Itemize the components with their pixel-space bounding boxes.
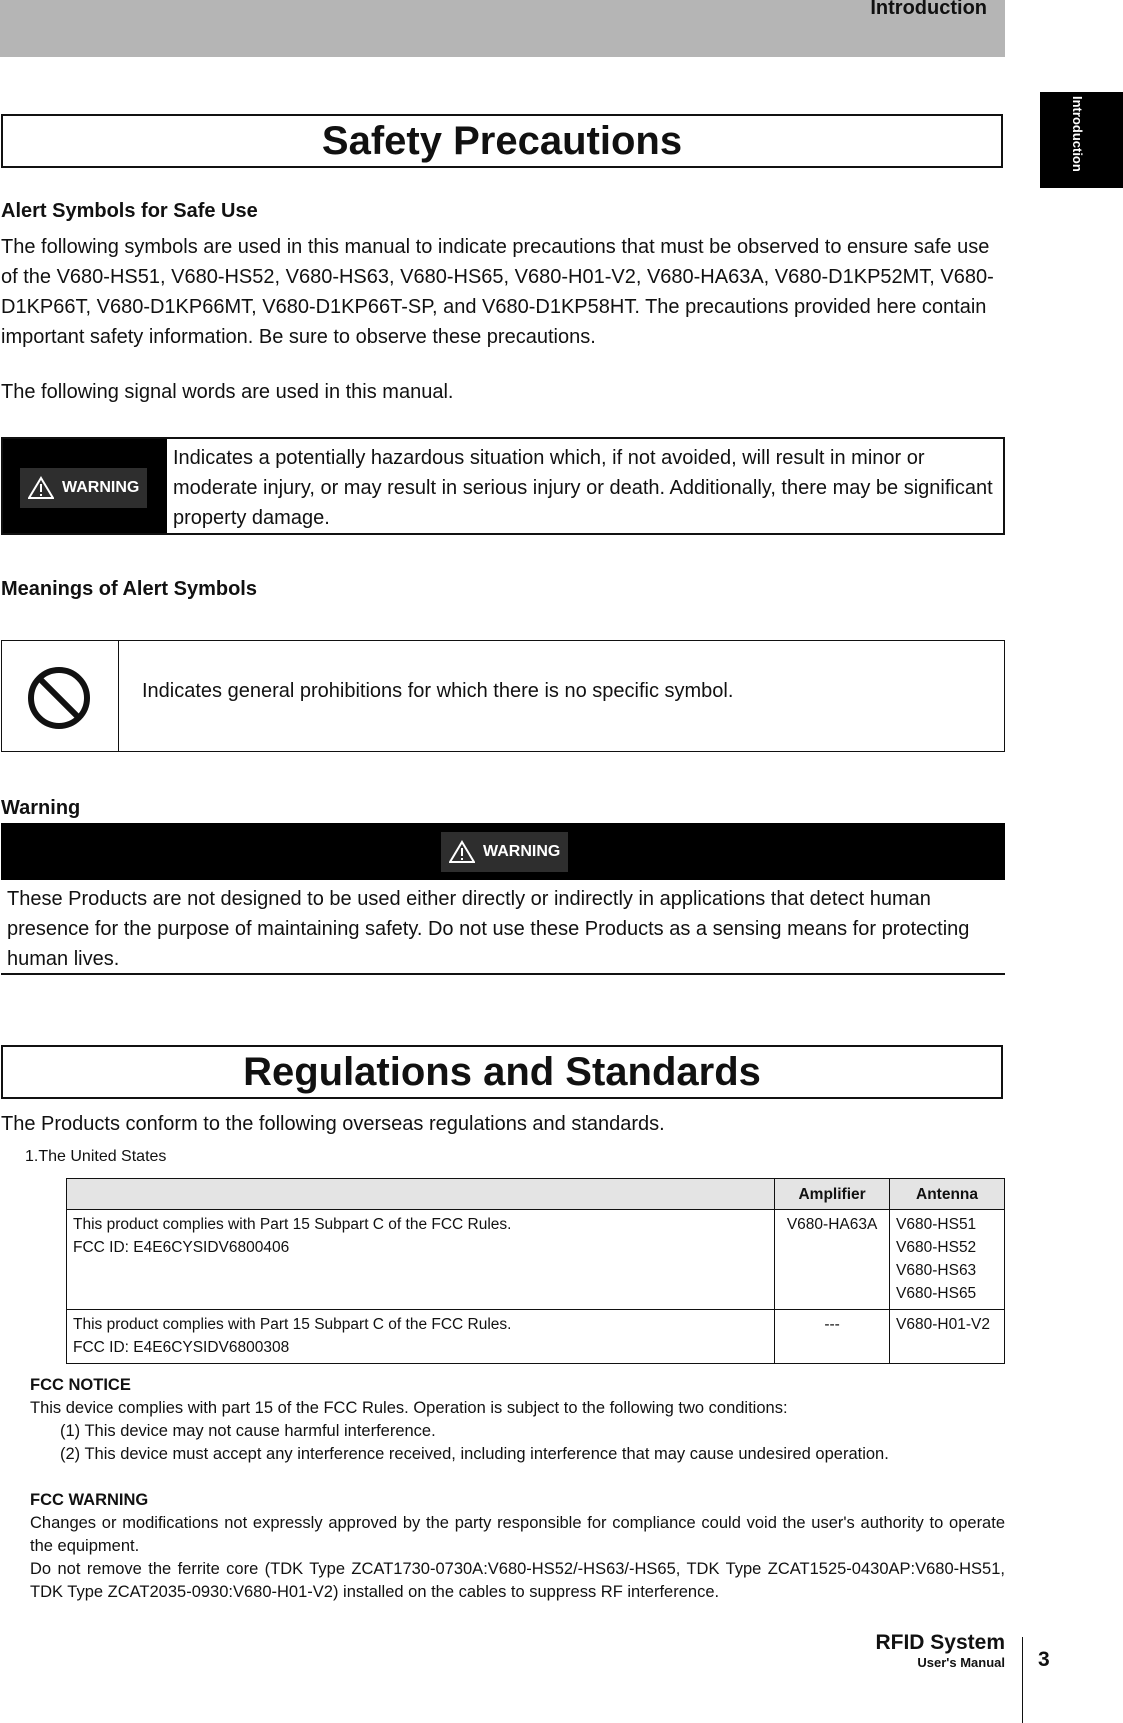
table-row xyxy=(67,1210,1005,1310)
fcc-warning-text-2: Do not remove the ferrite core (TDK Type ZCAT1730-0730A:V680-HS52/-HS63/-HS65, TDK Type ZCAT1525-0430AP:V680-HS51, TDK Type ZCAT2035-0930:V680-H01-V2) installed on the cables to suppress RF interference. xyxy=(30,1560,1005,1601)
side-tab-label: Introduction xyxy=(1070,96,1085,172)
signal-words-line: The following signal words are used in this manual. xyxy=(1,381,454,403)
fcc-compliance-line: This product complies with Part 15 Subpart C of the FCC Rules. xyxy=(73,1216,512,1233)
warning-badge-label: WARNING xyxy=(62,479,140,496)
table-header-blank xyxy=(67,1179,775,1210)
header-bar xyxy=(0,0,1005,57)
side-tab[interactable] xyxy=(1040,92,1123,188)
warning-definition-box xyxy=(1,437,1005,535)
regulations-title: Regulations and Standards xyxy=(1,1045,1003,1099)
warning-heading: Warning xyxy=(1,797,81,819)
prohibition-icon xyxy=(26,665,92,731)
warning-bar xyxy=(1,823,1005,880)
intro-paragraph: The following symbols are used in this manual to indicate precautions that must be observed to ensure safe use of the V680-HS51, V680-HS52, V680-HS63, V680-HS65, V680-H01-V2, V680-HA63A, V680-D1KP52MT, V680-D1KP66T, V680-D1KP66MT, V680-D1KP66T-SP, and V680-D1KP58HT. The precautions provided here contain important safety information. Be sure to observe these precautions. xyxy=(1,236,994,348)
antenna-model: V680-HS51 xyxy=(896,1216,977,1233)
prohibition-text: Indicates general prohibitions for which there is no specific symbol. xyxy=(142,680,734,702)
table-cell-antenna xyxy=(890,1210,1005,1310)
warning-text: These Products are not designed to be used either directly or indirectly in applications that detect human presence for the purpose of maintaining safety. Do not use these Products as a sensing means for protecting human lives. xyxy=(7,888,970,970)
table-header-row xyxy=(67,1179,1005,1210)
fcc-compliance-line: This product complies with Part 15 Subpart C of the FCC Rules. xyxy=(73,1316,512,1333)
warning-symbol-panel xyxy=(3,439,167,533)
page-number: 3 xyxy=(1038,1648,1050,1671)
alert-heading: Alert Symbols for Safe Use xyxy=(1,200,258,222)
warning-bar-label: WARNING xyxy=(483,843,561,860)
antenna-model: V680-HS65 xyxy=(896,1285,977,1302)
footer-subtitle: User's Manual xyxy=(917,1655,1005,1670)
footer-divider xyxy=(1022,1637,1023,1723)
table-row xyxy=(67,1310,1005,1364)
prohibition-divider xyxy=(118,641,119,751)
table-cell-antenna xyxy=(890,1310,1005,1364)
prohibition-box xyxy=(1,640,1005,752)
table-header-amplifier: Amplifier xyxy=(775,1179,890,1210)
table-cell-amplifier: --- xyxy=(775,1310,890,1364)
header-title: Introduction xyxy=(870,0,987,19)
table-cell-description xyxy=(67,1210,775,1310)
fcc-id-line: FCC ID: E4E6CYSIDV6800308 xyxy=(73,1339,290,1356)
warning-bottom-rule xyxy=(1,973,1005,975)
fcc-warning xyxy=(30,1489,1005,1604)
warning-bar-badge xyxy=(441,832,568,872)
table-cell-amplifier: V680-HA63A xyxy=(775,1210,890,1310)
fcc-warning-title: FCC WARNING xyxy=(30,1491,149,1509)
antenna-model: V680-H01-V2 xyxy=(896,1316,990,1333)
us-heading: 1.The United States xyxy=(25,1148,167,1165)
table-cell-description xyxy=(67,1310,775,1364)
fcc-notice-item-1: (1) This device may not cause harmful interference. xyxy=(60,1422,436,1440)
safety-title: Safety Precautions xyxy=(1,114,1003,168)
regulations-table xyxy=(66,1178,1005,1364)
antenna-model: V680-HS63 xyxy=(896,1262,977,1279)
regulations-intro: The Products conform to the following overseas regulations and standards. xyxy=(1,1113,665,1135)
fcc-notice-title: FCC NOTICE xyxy=(30,1376,131,1394)
meanings-heading: Meanings of Alert Symbols xyxy=(1,578,257,600)
warning-definition-text: Indicates a potentially hazardous situation which, if not avoided, will result in minor or moderate injury, or may result in serious injury or death. Additionally, there may be significant property damage. xyxy=(173,447,993,529)
antenna-model: V680-HS52 xyxy=(896,1239,977,1256)
fcc-notice-text: This device complies with part 15 of the FCC Rules. Operation is subject to the following two conditions: xyxy=(30,1399,788,1417)
warning-triangle-icon xyxy=(28,476,54,500)
fcc-id-line: FCC ID: E4E6CYSIDV6800406 xyxy=(73,1239,290,1256)
fcc-notice-item-2: (2) This device must accept any interference received, including interference that may cause undesired operation. xyxy=(60,1445,889,1463)
fcc-warning-text-1: Changes or modifications not expressly approved by the party responsible for compliance could void the user's authority to operate the equipment. xyxy=(30,1514,1005,1555)
warning-triangle-icon xyxy=(449,840,475,864)
footer-title: RFID System xyxy=(875,1631,1005,1654)
fcc-notice xyxy=(30,1374,1005,1466)
table-header-antenna: Antenna xyxy=(890,1179,1005,1210)
warning-badge xyxy=(20,468,147,508)
